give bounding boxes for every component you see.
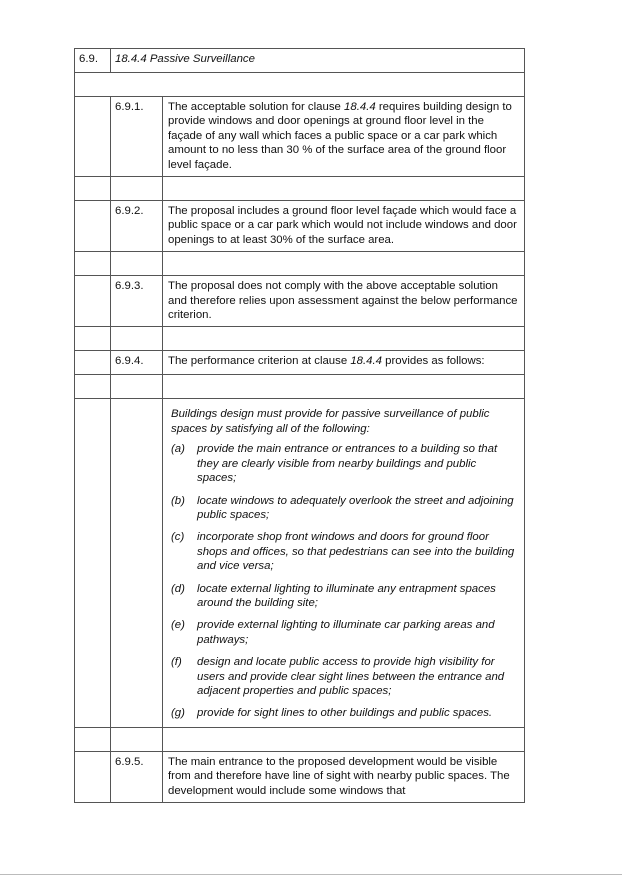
criterion-item: (g) provide for sight lines to other buildings and public spaces.: [171, 707, 493, 720]
table-row: [75, 751, 525, 802]
paragraph-number: 6.9.4.: [111, 351, 163, 375]
criterion-item: (a) provide the main entrance or entrances to a building so that they are clearly visible from nearby buildings and public spaces;: [171, 443, 498, 485]
spacer-row: [75, 177, 525, 201]
criterion-item: (c) incorporate shop front windows and doors for ground floor shops and offices, so that pedestrians can see into the building and vice versa;: [171, 531, 515, 573]
paragraph-text: The performance criterion at clause 18.4.4 provides as follows:: [163, 351, 525, 375]
paragraph-number: 6.9.5.: [111, 751, 163, 802]
table-row: [75, 97, 525, 177]
assessment-table: [74, 48, 525, 803]
paragraph-text: The main entrance to the proposed development would be visible from and therefore have line of sight with nearby public spaces. The development would include some windows that: [163, 751, 525, 802]
table-row: [75, 351, 525, 375]
section-title: 18.4.4 Passive Surveillance: [111, 49, 525, 73]
criterion-intro: Buildings design must provide for passive surveillance of public spaces by satisfying all of the following:: [171, 408, 490, 435]
spacer-row: [75, 727, 525, 751]
performance-criterion-row: [75, 399, 525, 727]
criterion-item: (b) locate windows to adequately overlook the street and adjoining public spaces;: [171, 494, 514, 521]
paragraph-number: 6.9.2.: [111, 201, 163, 252]
criterion-item: (d) locate external lighting to illuminate any entrapment spaces around the building site;: [171, 582, 496, 609]
page-divider: [0, 874, 622, 875]
criterion-item: (f) design and locate public access to provide high visibility for users and provide clear sight lines between the entrance and adjacent properties and public spaces;: [171, 656, 505, 697]
criterion-item: (e) provide external lighting to illuminate car parking areas and pathways;: [171, 619, 495, 646]
paragraph-text: The acceptable solution for clause 18.4.4 requires building design to provide windows and door openings at ground floor level in the façade of any wall which faces a public space or a car park which amount to no less than 30 % of the surface area of the ground floor level façade.: [163, 97, 525, 177]
clause-reference: 18.4.4: [344, 101, 376, 113]
paragraph-number: 6.9.3.: [111, 276, 163, 327]
performance-criterion: [163, 399, 525, 727]
table-row: [75, 276, 525, 327]
spacer-row: [75, 327, 525, 351]
spacer-row: [75, 375, 525, 399]
spacer-row: [75, 252, 525, 276]
section-number: 6.9.: [75, 49, 111, 73]
section-heading-row: [75, 49, 525, 73]
paragraph-text: The proposal does not comply with the above acceptable solution and therefore relies upon assessment against the below performance criterion.: [163, 276, 525, 327]
paragraph-text: The proposal includes a ground floor level façade which would face a public space or a car park which would not include windows and door openings to at least 30% of the surface area.: [163, 201, 525, 252]
paragraph-number: 6.9.1.: [111, 97, 163, 177]
spacer-row: [75, 73, 525, 97]
clause-reference: 18.4.4: [350, 355, 383, 368]
table-row: [75, 201, 525, 252]
